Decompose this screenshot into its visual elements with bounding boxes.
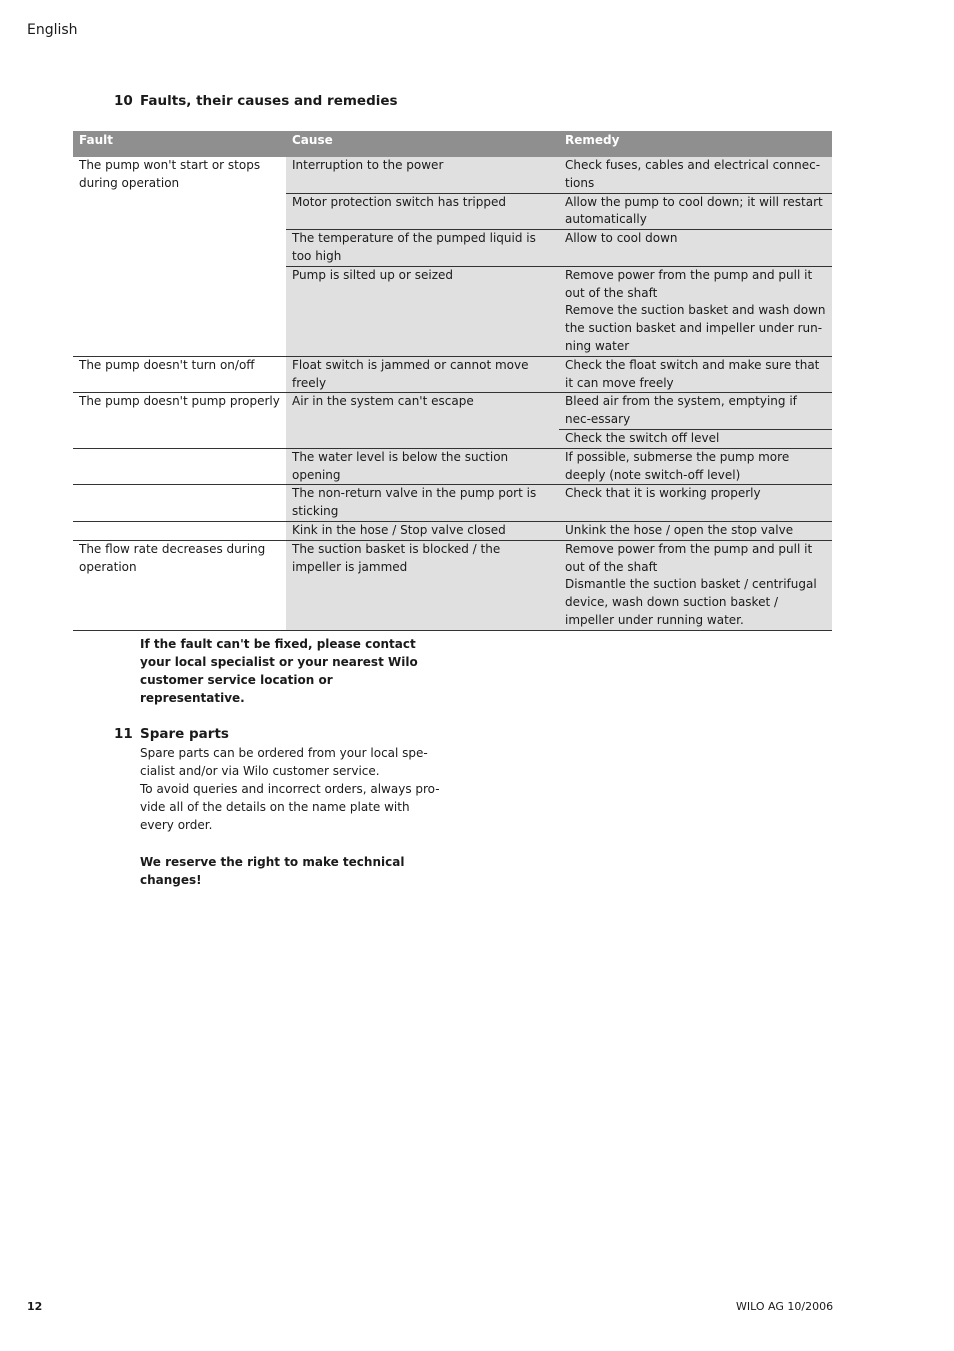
remedy-text: Remove the suction basket and wash down the suction basket and impeller under run-ning water (565, 303, 826, 353)
remedy-cell (559, 230, 832, 267)
column-header-cause: Cause (286, 131, 559, 157)
remedy-cell (559, 485, 832, 522)
remedy-text: Remove power from the pump and pull it out of the shaft (565, 267, 813, 300)
remedy-cell (559, 356, 832, 393)
table-row (73, 393, 832, 430)
cause-cell: Pump is silted up or seized (286, 266, 559, 356)
remedy-text: Bleed air from the system, emptying if nec-essary (565, 394, 797, 427)
fault-cell: The pump won't start or stops during operation (73, 157, 286, 356)
fault-cell (73, 485, 286, 522)
remedy-cell (559, 448, 832, 485)
remedy-cell (559, 393, 832, 430)
cause-cell: The water level is below the suction opening (286, 448, 559, 485)
faults-table (73, 131, 832, 631)
table-row (73, 356, 832, 393)
section-10-number: 10 (114, 93, 133, 109)
fault-cell (73, 521, 286, 540)
language-label: English (27, 22, 78, 38)
remedy-text: Dismantle the suction basket / centrifugal device, wash down suction basket / impeller under running water. (565, 577, 817, 627)
section-11-number: 11 (114, 726, 133, 742)
cause-cell: Float switch is jammed or cannot move freely (286, 356, 559, 393)
remedy-text: Allow the pump to cool down; it will restart automatically (565, 194, 823, 227)
remedy-text: Unkink the hose / open the stop valve (565, 522, 794, 537)
remedy-cell (559, 429, 832, 448)
remedy-cell (559, 193, 832, 230)
cause-cell: Motor protection switch has tripped (286, 193, 559, 230)
fault-cell: The pump doesn't pump properly (73, 393, 286, 448)
table-row (73, 485, 832, 522)
remedy-text: Check fuses, cables and electrical connec-tions (565, 158, 821, 190)
table-row (73, 540, 832, 630)
cause-cell: The suction basket is blocked / the impeller is jammed (286, 540, 559, 630)
remedy-text: Remove power from the pump and pull it out of the shaft (565, 541, 813, 574)
column-header-remedy: Remedy (559, 131, 832, 157)
spare-parts-text (140, 744, 440, 834)
remedy-cell (559, 157, 832, 193)
remedy-text: Check that it is working properly (565, 486, 761, 501)
reserve-rights-note: We reserve the right to make technical changes! (140, 855, 405, 887)
section-11-title: Spare parts (140, 726, 229, 742)
section-11-heading (114, 726, 229, 742)
section-10-heading (114, 93, 398, 109)
contact-note: If the fault can't be fixed, please contact your local specialist or your nearest Wilo customer service location or representative. (140, 637, 418, 705)
remedy-text: Allow to cool down (565, 231, 678, 246)
cause-cell: The temperature of the pumped liquid is too high (286, 230, 559, 267)
remedy-text: Check the float switch and make sure that it can move freely (565, 357, 820, 390)
remedy-cell (559, 521, 832, 540)
table-row (73, 521, 832, 540)
table-row (73, 157, 832, 193)
remedy-cell (559, 266, 832, 356)
section-10-title: Faults, their causes and remedies (140, 93, 398, 109)
table-header-row (73, 131, 832, 157)
page-number: 12 (27, 1300, 43, 1313)
table-row (73, 448, 832, 485)
cause-cell: Interruption to the power (286, 157, 559, 193)
fault-cell: The pump doesn't turn on/off (73, 356, 286, 393)
fault-cell (73, 448, 286, 485)
spare-parts-paragraph: Spare parts can be ordered from your local spe-cialist and/or via Wilo customer service. (140, 746, 428, 778)
fault-cell: The flow rate decreases during operation (73, 540, 286, 630)
remedy-text: If possible, submerse the pump more deeply (note switch-off level) (565, 449, 790, 482)
remedy-text: Check the switch off level (565, 430, 720, 445)
cause-cell: The non-return valve in the pump port is sticking (286, 485, 559, 522)
remedy-cell (559, 540, 832, 630)
cause-cell: Air in the system can't escape (286, 393, 559, 448)
column-header-fault: Fault (73, 131, 286, 157)
spare-parts-paragraph: To avoid queries and incorrect orders, always pro-vide all of the details on the name plate with every order. (140, 782, 440, 832)
publisher-label: WILO AG 10/2006 (736, 1300, 834, 1313)
cause-cell: Kink in the hose / Stop valve closed (286, 521, 559, 540)
